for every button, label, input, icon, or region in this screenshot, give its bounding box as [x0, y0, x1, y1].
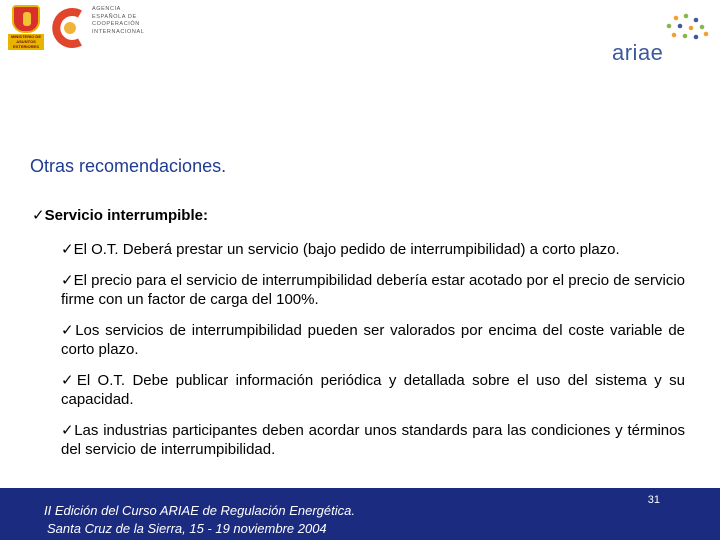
bullet-list [61, 240, 685, 471]
bullet-text: El O.T. Debe publicar información periódica y detallada sobre el uso del sistema y su capacidad. [61, 372, 685, 408]
check-icon: ✓ [32, 206, 45, 224]
footer-location-dates: Santa Cruz de la Sierra, 15 - 19 noviembre 2004 [47, 521, 327, 536]
agency-name [92, 6, 172, 36]
slide-title: Otras recomendaciones. [30, 156, 227, 176]
bullet-text: El precio para el servicio de interrumpibilidad debería estar acotado por el precio de servicio firme con un factor de carga del 100%. [61, 272, 685, 308]
coat-of-arms-icon [12, 5, 40, 33]
ministry-logo-text: MINISTERIO DE ASUNTOS EXTERIORES [8, 34, 44, 50]
check-icon: ✓ [61, 271, 74, 289]
main-point-label: Servicio interrumpible: [44, 207, 208, 224]
bullet-item [61, 271, 685, 309]
agency-line: ESPAÑOLA DE [92, 13, 137, 20]
bullet-text: Los servicios de interrumpibilidad pueden ser valorados por encima del coste variable de corto plazo. [61, 322, 685, 358]
page-number: 31 [647, 494, 660, 506]
agency-line: INTERNACIONAL [92, 28, 145, 35]
footer-text [44, 502, 355, 538]
agency-line: AGENCIA [92, 6, 121, 12]
ariae-logo-text: ariae [612, 40, 664, 65]
bullet-text: Las industrias participantes deben acordar unos standards para las condiciones y términos del servicio de interrumpibilidad. [61, 422, 685, 458]
check-icon: ✓ [61, 240, 74, 258]
bullet-text: El O.T. Deberá prestar un servicio (bajo pedido de interrumpibilidad) a corto plazo. [73, 241, 620, 258]
bullet-item [61, 321, 685, 359]
footer-bar [0, 488, 720, 540]
check-icon: ✓ [61, 321, 76, 339]
aeci-logo [50, 4, 90, 52]
bullet-item [61, 240, 685, 259]
check-icon: ✓ [61, 421, 75, 439]
bullet-item [61, 371, 685, 409]
bullet-item [61, 421, 685, 459]
footer-course-title: II Edición del Curso ARIAE de Regulación Energética. [44, 503, 355, 518]
ministry-logo [8, 4, 44, 50]
agency-line: COOPERACIÓN [92, 21, 140, 27]
header-logos [8, 4, 168, 54]
main-point [32, 206, 208, 224]
check-icon: ✓ [61, 371, 77, 389]
